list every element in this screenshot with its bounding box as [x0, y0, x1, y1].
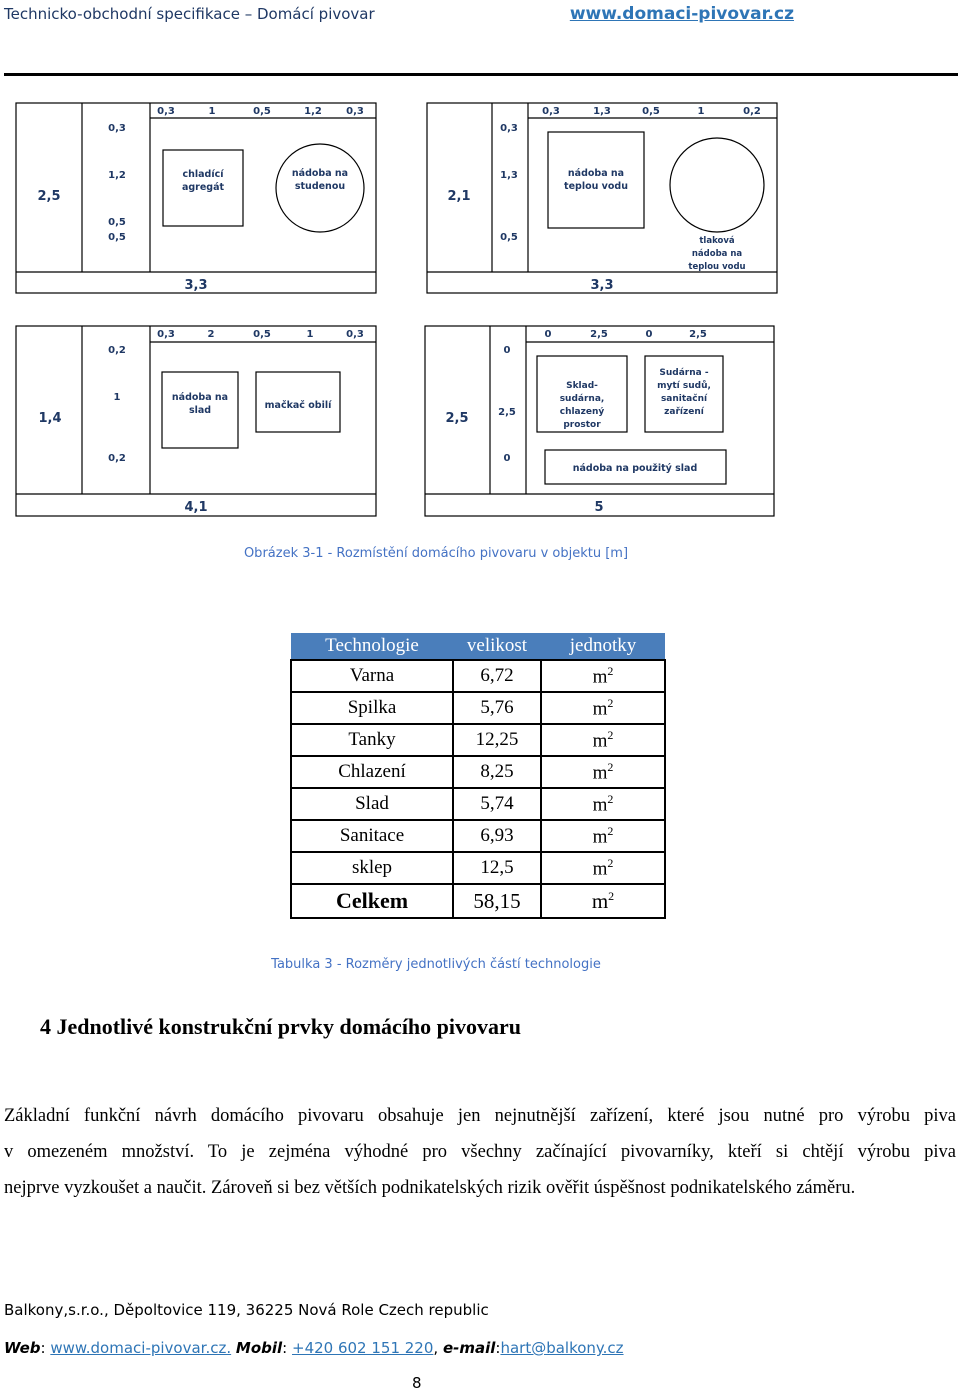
plan3-item-label: mačkač obilí — [264, 400, 332, 411]
plan2-side-dim: 1,3 — [500, 170, 518, 181]
plan3-top-dim: 0,5 — [253, 329, 271, 340]
plan3-side-dim: 1 — [113, 392, 121, 403]
size-cell: 6,93 — [453, 820, 541, 852]
unit-text: m — [592, 794, 608, 816]
plan2-top-dim: 0,5 — [642, 106, 660, 117]
plan3-width: 4,1 — [184, 500, 208, 515]
plan4-top-dim: 0 — [645, 329, 653, 340]
plan4-top-dim: 2,5 — [689, 329, 707, 340]
header-url-link[interactable]: www.domaci-pivovar.cz — [569, 4, 794, 24]
technology-name-cell: Sanitace — [291, 820, 453, 852]
unit-text: m — [592, 698, 608, 720]
unit-cell — [541, 756, 665, 788]
plan4-top-dim: 0 — [544, 329, 552, 340]
unit-text: m — [592, 826, 608, 848]
size-cell: 5,74 — [453, 788, 541, 820]
plan2-width: 3,3 — [590, 278, 614, 293]
unit-cell — [541, 692, 665, 724]
unit-text: m — [592, 666, 608, 688]
plan2-top-dim: 1,3 — [593, 106, 611, 117]
technology-name-cell: Chlazení — [291, 756, 453, 788]
plan3-top-dim: 1 — [306, 329, 314, 340]
unit-exponent: 2 — [607, 791, 614, 806]
footer-address: Balkony,s.r.o., Děpoltovice 119, 36225 Nová Role Czech republic — [4, 1301, 489, 1319]
table-row — [291, 788, 665, 820]
unit-text: m — [592, 858, 608, 880]
size-cell: 6,72 — [453, 660, 541, 692]
table-row — [291, 852, 665, 884]
unit-cell — [541, 820, 665, 852]
mobile-label: Mobil — [235, 1339, 283, 1357]
unit-exponent: 2 — [607, 823, 614, 838]
plan4-item-label: nádoba na použitý slad — [572, 463, 698, 474]
unit-cell — [541, 788, 665, 820]
size-cell: 12,5 — [453, 852, 541, 884]
plan2-top-dim: 0,3 — [542, 106, 560, 117]
table-row — [291, 692, 665, 724]
mobile-link[interactable]: +420 602 151 220 — [292, 1339, 434, 1357]
plan4-side-dim: 2,5 — [498, 407, 516, 418]
plan3-top-dim: 0,3 — [157, 329, 175, 340]
unit-exponent: 2 — [607, 663, 614, 678]
unit-exponent: 2 — [607, 855, 614, 870]
footer-contacts: Web: www.domaci-pivovar.cz. Mobil: +420 602 151 220, e-mail:hart@balkony.cz — [4, 1339, 624, 1357]
table-row — [291, 820, 665, 852]
plan3-item-label: nádoba na slad — [171, 392, 229, 416]
column-header: Technologie — [291, 633, 453, 660]
technology-name-cell: Varna — [291, 660, 453, 692]
technology-name-cell: Tanky — [291, 724, 453, 756]
plan2-top-dim: 0,2 — [743, 106, 761, 117]
column-header: jednotky — [541, 633, 665, 660]
plan1-top-dim: 1,2 — [304, 106, 322, 117]
technology-name-cell: sklep — [291, 852, 453, 884]
table-row — [291, 724, 665, 756]
plan1-item-label: nádoba na studenou — [291, 168, 349, 192]
unit-exponent: 2 — [607, 727, 614, 742]
unit-cell — [541, 724, 665, 756]
plan1-side-dim: 0,5 — [108, 217, 126, 228]
unit-cell — [541, 884, 665, 918]
plan2-side-dim: 0,5 — [500, 232, 518, 243]
unit-cell — [541, 660, 665, 692]
plan3-top-dim: 2 — [207, 329, 215, 340]
plan1-top-dim: 1 — [208, 106, 216, 117]
size-cell: 8,25 — [453, 756, 541, 788]
paragraph-line: v omezeném množství. To je zejména výhodné pro všechny začínající pivovarníky, kteří si chtějí výrobu piva — [4, 1142, 956, 1162]
plan1-side-dim: 1,2 — [108, 170, 126, 181]
paragraph-line: nejprve vyzkoušet a naučit. Zároveň si bez větších podnikatelských rizik ověřit úspěšnost podnikatelského záměru. — [4, 1178, 856, 1198]
plan4-item-label: Sklad-sudárna, chlazený prostor — [559, 381, 605, 430]
unit-text: m — [592, 730, 608, 752]
plan4-item-label: Sudárna -mytí sudů, sanitační zařízení — [657, 368, 711, 417]
size-cell: 5,76 — [453, 692, 541, 724]
plan2-height: 2,1 — [447, 189, 471, 204]
unit-exponent: 2 — [607, 759, 614, 774]
floor-plan-figure — [0, 0, 960, 530]
table-caption: Tabulka 3 - Rozměry jednotlivých částí technologie — [271, 957, 601, 972]
plan1-top-dim: 0,3 — [346, 106, 364, 117]
unit-text: m — [592, 762, 608, 784]
table-header-row — [291, 633, 665, 660]
unit-exponent: 2 — [608, 888, 615, 903]
size-cell: 58,15 — [453, 884, 541, 918]
plan4-height: 2,5 — [445, 411, 469, 426]
technology-name-cell: Slad — [291, 788, 453, 820]
plan4-width: 5 — [594, 500, 604, 515]
table-row — [291, 884, 665, 918]
web-label: Web — [4, 1339, 41, 1357]
email-link[interactable]: hart@balkony.cz — [500, 1339, 624, 1357]
technology-name-cell: Spilka — [291, 692, 453, 724]
section-heading: 4 Jednotlivé konstrukční prvky domácího pivovaru — [40, 1014, 522, 1039]
paragraph-line: Základní funkční návrh domácího pivovaru obsahuje jen nejnutnější zařízení, které jsou nutné pro výrobu piva — [4, 1106, 956, 1126]
unit-exponent: 2 — [607, 695, 614, 710]
plan2-item-label: nádoba na teplou vodu — [564, 168, 628, 192]
page-number: 8 — [412, 1374, 422, 1392]
plan4-side-dim: 0 — [503, 453, 511, 464]
table-row — [291, 756, 665, 788]
plan2-top-dim: 1 — [697, 106, 705, 117]
plan1-side-dim: 0,3 — [108, 123, 126, 134]
size-cell: 12,25 — [453, 724, 541, 756]
plan1-item-label: chladící agregát — [181, 169, 225, 193]
unit-cell — [541, 852, 665, 884]
plan1-top-dim: 0,5 — [253, 106, 271, 117]
figure-caption: Obrázek 3-1 - Rozmístění domácího pivovaru v objektu [m] — [243, 546, 629, 561]
plan2-item-label: tlaková nádoba na teplou vodu — [688, 236, 746, 272]
section-paragraph — [4, 1098, 956, 1206]
plan1-height: 2,5 — [37, 189, 61, 204]
plan3-side-dim: 0,2 — [108, 345, 126, 356]
header-title: Technicko-obchodní specifikace – Domácí pivovar — [4, 5, 375, 23]
column-header: velikost — [453, 633, 541, 660]
plan1-width: 3,3 — [184, 278, 208, 293]
plan2-side-dim: 0,3 — [500, 123, 518, 134]
plan1-side-dim: 0,5 — [108, 232, 126, 243]
table-row — [291, 660, 665, 692]
technology-name-cell: Celkem — [291, 884, 453, 918]
plan3-side-dim: 0,2 — [108, 453, 126, 464]
plan3-top-dim: 0,3 — [346, 329, 364, 340]
plan4-top-dim: 2,5 — [590, 329, 608, 340]
plan1-top-dim: 0,3 — [157, 106, 175, 117]
technology-table — [290, 633, 666, 919]
plan3-height: 1,4 — [38, 411, 62, 426]
email-label: e-mail — [442, 1339, 496, 1357]
web-link[interactable]: www.domaci-pivovar.cz. — [50, 1339, 232, 1357]
plan4-side-dim: 0 — [503, 345, 511, 356]
unit-text: m — [591, 888, 609, 913]
